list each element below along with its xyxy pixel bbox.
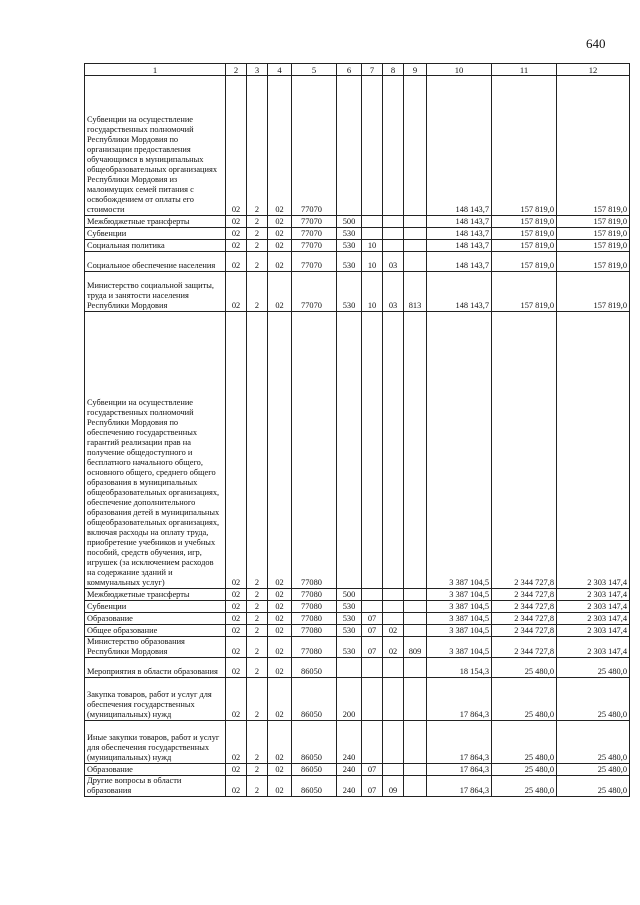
row-cell-col10: 3 387 104,5: [427, 589, 492, 601]
row-cell-col3: 2: [247, 658, 268, 678]
row-cell-col11: 25 480,0: [492, 721, 557, 764]
row-cell-col5: 86050: [292, 764, 337, 776]
row-cell-col5: 77070: [292, 272, 337, 312]
row-cell-col10: 17 864,3: [427, 776, 492, 797]
row-name-cell: Образование: [85, 764, 226, 776]
row-name-cell: Субвенции на осуществление государственных полномочий Республики Мордовия по обеспечению государственных гарантий реализации прав на получение общедоступного и бесплатного начального общего, основного общего, среднего общего образования в муниципальных общеобразовательных организациях, обеспечение дополнительного образования детей в муниципальных общеобразовательных организациях, включая расходы на оплату труда, приобретение учебников и учебных пособий, средств обучения, игр, игрушек (за исключением расходов на содержание зданий и коммунальных услуг): [85, 312, 226, 589]
table-row: [85, 589, 630, 601]
row-cell-col4: 02: [268, 76, 292, 216]
row-cell-col8: [383, 764, 404, 776]
row-cell-col11: 2 344 727,8: [492, 637, 557, 658]
row-cell-col9: [404, 240, 427, 252]
row-cell-col12: 25 480,0: [557, 721, 630, 764]
row-cell-col9: [404, 216, 427, 228]
row-cell-col2: 02: [226, 776, 247, 797]
row-cell-col4: 02: [268, 216, 292, 228]
table-row: [85, 601, 630, 613]
row-cell-col3: 2: [247, 678, 268, 721]
row-cell-col12: 2 303 147,4: [557, 613, 630, 625]
row-cell-col10: 148 143,7: [427, 272, 492, 312]
row-cell-col8: [383, 312, 404, 589]
row-cell-col5: 77070: [292, 216, 337, 228]
table-row: [85, 312, 630, 589]
row-cell-col6: 530: [337, 228, 362, 240]
row-cell-col8: [383, 76, 404, 216]
row-cell-col11: 2 344 727,8: [492, 613, 557, 625]
row-cell-col11: 25 480,0: [492, 764, 557, 776]
row-cell-col8: 02: [383, 625, 404, 637]
row-cell-col4: 02: [268, 658, 292, 678]
row-cell-col10: 148 143,7: [427, 216, 492, 228]
row-cell-col8: [383, 601, 404, 613]
table-row: [85, 240, 630, 252]
row-cell-col12: 25 480,0: [557, 764, 630, 776]
row-cell-col12: 157 819,0: [557, 272, 630, 312]
row-cell-col7: [362, 721, 383, 764]
header-cell: 2: [226, 64, 247, 76]
row-cell-col5: 77080: [292, 637, 337, 658]
row-cell-col2: 02: [226, 625, 247, 637]
row-cell-col6: 240: [337, 721, 362, 764]
row-cell-col11: 2 344 727,8: [492, 312, 557, 589]
row-cell-col7: [362, 312, 383, 589]
row-name-cell: Закупка товаров, работ и услуг для обеспечения государственных (муниципальных) нужд: [85, 678, 226, 721]
row-cell-col7: [362, 601, 383, 613]
row-cell-col5: 86050: [292, 776, 337, 797]
row-cell-col9: 809: [404, 637, 427, 658]
page-number: 640: [586, 36, 606, 51]
row-name-cell: Межбюджетные трансферты: [85, 589, 226, 601]
row-cell-col5: 77080: [292, 613, 337, 625]
row-cell-col5: 86050: [292, 721, 337, 764]
row-cell-col12: 157 819,0: [557, 216, 630, 228]
row-cell-col3: 2: [247, 613, 268, 625]
row-cell-col4: 02: [268, 312, 292, 589]
table-row: [85, 678, 630, 721]
row-cell-col9: [404, 252, 427, 272]
row-cell-col5: 77070: [292, 252, 337, 272]
row-cell-col2: 02: [226, 228, 247, 240]
row-cell-col12: 25 480,0: [557, 678, 630, 721]
row-cell-col7: 10: [362, 272, 383, 312]
row-cell-col2: 02: [226, 240, 247, 252]
row-cell-col12: 25 480,0: [557, 776, 630, 797]
row-cell-col8: 03: [383, 272, 404, 312]
row-cell-col11: 157 819,0: [492, 240, 557, 252]
row-cell-col11: 157 819,0: [492, 252, 557, 272]
row-cell-col11: 157 819,0: [492, 216, 557, 228]
header-cell: 4: [268, 64, 292, 76]
row-cell-col11: 157 819,0: [492, 228, 557, 240]
row-cell-col9: [404, 76, 427, 216]
table-header-row: [85, 64, 630, 76]
row-cell-col7: 07: [362, 613, 383, 625]
row-cell-col6: 530: [337, 240, 362, 252]
row-cell-col2: 02: [226, 589, 247, 601]
header-cell: 5: [292, 64, 337, 76]
table-row: [85, 216, 630, 228]
row-cell-col4: 02: [268, 678, 292, 721]
row-cell-col7: 07: [362, 776, 383, 797]
row-cell-col11: 2 344 727,8: [492, 601, 557, 613]
row-cell-col7: [362, 658, 383, 678]
row-cell-col4: 02: [268, 272, 292, 312]
header-cell: 3: [247, 64, 268, 76]
row-cell-col9: [404, 721, 427, 764]
row-cell-col4: 02: [268, 601, 292, 613]
row-cell-col3: 2: [247, 216, 268, 228]
row-name-cell: Образование: [85, 613, 226, 625]
row-cell-col10: 17 864,3: [427, 678, 492, 721]
row-cell-col8: [383, 613, 404, 625]
row-name-cell: Социальное обеспечение населения: [85, 252, 226, 272]
row-cell-col2: 02: [226, 721, 247, 764]
row-cell-col5: 86050: [292, 678, 337, 721]
row-cell-col8: [383, 240, 404, 252]
table-row: [85, 252, 630, 272]
row-cell-col7: 07: [362, 764, 383, 776]
row-name-cell: Министерство социальной защиты, труда и занятости населения Республики Мордовия: [85, 272, 226, 312]
row-cell-col6: [337, 76, 362, 216]
table-row: [85, 228, 630, 240]
row-cell-col12: 157 819,0: [557, 228, 630, 240]
header-cell: 1: [85, 64, 226, 76]
row-cell-col8: [383, 721, 404, 764]
row-cell-col8: [383, 658, 404, 678]
row-cell-col10: 3 387 104,5: [427, 601, 492, 613]
row-name-cell: Министерство образования Республики Мордовия: [85, 637, 226, 658]
row-cell-col2: 02: [226, 678, 247, 721]
row-cell-col3: 2: [247, 272, 268, 312]
row-cell-col10: 3 387 104,5: [427, 613, 492, 625]
row-cell-col6: 530: [337, 252, 362, 272]
row-cell-col10: 3 387 104,5: [427, 637, 492, 658]
row-cell-col5: 77080: [292, 625, 337, 637]
row-name-cell: Другие вопросы в области образования: [85, 776, 226, 797]
row-cell-col3: 2: [247, 252, 268, 272]
row-cell-col6: 530: [337, 613, 362, 625]
header-cell: 12: [557, 64, 630, 76]
row-cell-col2: 02: [226, 637, 247, 658]
row-cell-col7: [362, 228, 383, 240]
table-row: [85, 76, 630, 216]
row-cell-col12: 2 303 147,4: [557, 601, 630, 613]
row-cell-col9: [404, 589, 427, 601]
row-cell-col6: 530: [337, 625, 362, 637]
row-cell-col3: 2: [247, 721, 268, 764]
row-name-cell: Субвенции на осуществление государственных полномочий Республики Мордовия по организации предоставления обучающимся в муниципальных общеобразовательных организациях Республики Мордовия из малоимущих семей питания с освобождением от оплаты его стоимости: [85, 76, 226, 216]
row-cell-col4: 02: [268, 589, 292, 601]
header-cell: 6: [337, 64, 362, 76]
row-name-cell: Субвенции: [85, 601, 226, 613]
row-cell-col9: [404, 613, 427, 625]
row-cell-col5: 77080: [292, 589, 337, 601]
row-cell-col7: [362, 76, 383, 216]
row-cell-col2: 02: [226, 252, 247, 272]
row-cell-col12: 2 303 147,4: [557, 637, 630, 658]
row-cell-col11: 157 819,0: [492, 76, 557, 216]
row-cell-col12: 157 819,0: [557, 76, 630, 216]
table-row: [85, 721, 630, 764]
row-cell-col6: [337, 658, 362, 678]
row-cell-col3: 2: [247, 76, 268, 216]
row-cell-col11: 157 819,0: [492, 272, 557, 312]
row-cell-col10: 17 864,3: [427, 721, 492, 764]
row-cell-col7: 10: [362, 240, 383, 252]
row-cell-col9: [404, 228, 427, 240]
row-cell-col2: 02: [226, 76, 247, 216]
row-cell-col12: 2 303 147,4: [557, 625, 630, 637]
row-name-cell: Субвенции: [85, 228, 226, 240]
row-cell-col6: 530: [337, 637, 362, 658]
row-cell-col7: [362, 216, 383, 228]
row-cell-col9: [404, 625, 427, 637]
row-cell-col11: 2 344 727,8: [492, 625, 557, 637]
header-cell: 9: [404, 64, 427, 76]
row-cell-col3: 2: [247, 625, 268, 637]
row-cell-col4: 02: [268, 776, 292, 797]
row-cell-col8: 02: [383, 637, 404, 658]
row-cell-col12: 2 303 147,4: [557, 312, 630, 589]
row-cell-col12: 157 819,0: [557, 252, 630, 272]
row-cell-col8: [383, 589, 404, 601]
header-cell: 11: [492, 64, 557, 76]
row-cell-col2: 02: [226, 764, 247, 776]
row-cell-col3: 2: [247, 240, 268, 252]
row-cell-col8: [383, 228, 404, 240]
row-cell-col5: 77070: [292, 240, 337, 252]
row-cell-col6: 500: [337, 216, 362, 228]
row-cell-col9: [404, 678, 427, 721]
table-row: [85, 776, 630, 797]
row-cell-col11: 2 344 727,8: [492, 589, 557, 601]
row-cell-col10: 148 143,7: [427, 228, 492, 240]
row-cell-col3: 2: [247, 776, 268, 797]
row-cell-col11: 25 480,0: [492, 776, 557, 797]
header-cell: 8: [383, 64, 404, 76]
row-cell-col4: 02: [268, 625, 292, 637]
row-name-cell: Мероприятия в области образования: [85, 658, 226, 678]
row-cell-col9: [404, 312, 427, 589]
row-cell-col7: [362, 589, 383, 601]
row-cell-col10: 18 154,3: [427, 658, 492, 678]
row-cell-col6: 530: [337, 601, 362, 613]
row-cell-col12: 25 480,0: [557, 658, 630, 678]
row-cell-col6: 240: [337, 776, 362, 797]
row-cell-col4: 02: [268, 252, 292, 272]
row-cell-col4: 02: [268, 721, 292, 764]
row-cell-col2: 02: [226, 216, 247, 228]
row-cell-col3: 2: [247, 637, 268, 658]
row-cell-col8: 09: [383, 776, 404, 797]
row-cell-col7: 07: [362, 625, 383, 637]
row-cell-col11: 25 480,0: [492, 678, 557, 721]
row-cell-col2: 02: [226, 312, 247, 589]
table-row: [85, 658, 630, 678]
table-row: [85, 272, 630, 312]
row-cell-col10: 3 387 104,5: [427, 625, 492, 637]
row-cell-col9: [404, 601, 427, 613]
row-cell-col6: 240: [337, 764, 362, 776]
row-cell-col5: 77070: [292, 76, 337, 216]
row-cell-col10: 148 143,7: [427, 76, 492, 216]
row-cell-col11: 25 480,0: [492, 658, 557, 678]
row-cell-col2: 02: [226, 272, 247, 312]
row-cell-col7: 10: [362, 252, 383, 272]
row-cell-col5: 77080: [292, 601, 337, 613]
row-cell-col5: 77080: [292, 312, 337, 589]
row-name-cell: Общее образование: [85, 625, 226, 637]
row-cell-col3: 2: [247, 228, 268, 240]
row-cell-col9: [404, 776, 427, 797]
row-cell-col4: 02: [268, 637, 292, 658]
row-cell-col3: 2: [247, 589, 268, 601]
table-row: [85, 764, 630, 776]
table-row: [85, 613, 630, 625]
row-cell-col5: 77070: [292, 228, 337, 240]
row-cell-col6: [337, 312, 362, 589]
row-cell-col2: 02: [226, 601, 247, 613]
row-cell-col12: 2 303 147,4: [557, 589, 630, 601]
table-row: [85, 625, 630, 637]
row-cell-col4: 02: [268, 228, 292, 240]
row-cell-col6: 530: [337, 272, 362, 312]
row-cell-col4: 02: [268, 613, 292, 625]
row-name-cell: Социальная политика: [85, 240, 226, 252]
row-cell-col6: 200: [337, 678, 362, 721]
header-cell: 10: [427, 64, 492, 76]
row-cell-col3: 2: [247, 312, 268, 589]
row-cell-col8: [383, 678, 404, 721]
row-cell-col7: [362, 678, 383, 721]
row-cell-col2: 02: [226, 613, 247, 625]
row-cell-col10: 148 143,7: [427, 240, 492, 252]
row-cell-col5: 86050: [292, 658, 337, 678]
row-cell-col8: 03: [383, 252, 404, 272]
row-cell-col3: 2: [247, 764, 268, 776]
budget-table: [84, 63, 630, 797]
row-cell-col10: 3 387 104,5: [427, 312, 492, 589]
row-cell-col2: 02: [226, 658, 247, 678]
row-name-cell: Иные закупки товаров, работ и услуг для обеспечения государственных (муниципальных) нужд: [85, 721, 226, 764]
row-cell-col7: 07: [362, 637, 383, 658]
row-cell-col6: 500: [337, 589, 362, 601]
row-cell-col10: 148 143,7: [427, 252, 492, 272]
row-cell-col3: 2: [247, 601, 268, 613]
row-cell-col9: 813: [404, 272, 427, 312]
header-cell: 7: [362, 64, 383, 76]
row-cell-col4: 02: [268, 240, 292, 252]
row-cell-col9: [404, 658, 427, 678]
row-name-cell: Межбюджетные трансферты: [85, 216, 226, 228]
row-cell-col12: 157 819,0: [557, 240, 630, 252]
row-cell-col4: 02: [268, 764, 292, 776]
row-cell-col9: [404, 764, 427, 776]
row-cell-col10: 17 864,3: [427, 764, 492, 776]
table-row: [85, 637, 630, 658]
row-cell-col8: [383, 216, 404, 228]
